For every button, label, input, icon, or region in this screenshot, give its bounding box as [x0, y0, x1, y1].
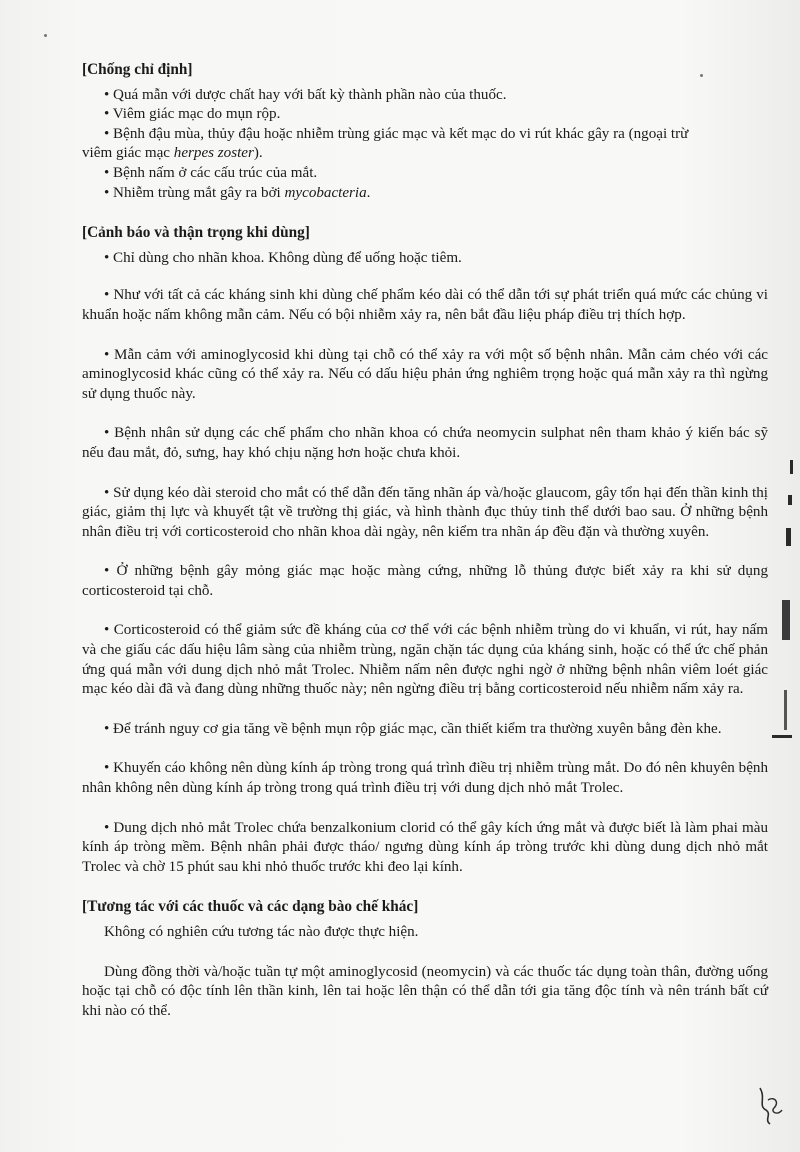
- warning-paragraph: • Bệnh nhân sử dụng các chế phẩm cho nhãn khoa có chứa neomycin sulphat nên tham khảo ý kiến bác sỹ nếu đau mắt, đỏ, sưng, hay khó chịu nặng hơn hoặc chưa khỏi.: [82, 425, 768, 461]
- contraindication-item: • Bệnh đậu mùa, thủy đậu hoặc nhiễm trùng giác mạc và kết mạc do vi rút khác gây ra (ngoại trừ: [104, 125, 689, 142]
- contraindications-heading: [Chống chỉ định]: [82, 61, 193, 78]
- warning-paragraph: • Khuyến cáo không nên dùng kính áp tròng trong quá trình điều trị nhiễm trùng mắt. Do đó nên khuyên bệnh nhân không nên dùng kính áp tròng trong quá trình điều trị với dung dịch nhỏ mắt Trolec.: [82, 760, 768, 797]
- scan-edge-mark: [784, 690, 787, 730]
- warning-paragraph: • Ở những bệnh gây mỏng giác mạc hoặc màng cứng, những lỗ thủng được biết xảy ra khi sử dụng corticosteroid tại chỗ.: [82, 563, 768, 599]
- warning-paragraph: • Như với tất cả các kháng sinh khi dùng chế phẩm kéo dài có thể dẫn tới sự phát triển quá mức các chủng vi khuẩn hoặc nấm không mẫn cảm. Nếu có bội nhiễm xảy ra, nên bắt đầu liệu pháp điều trị thích hợp.: [82, 287, 768, 323]
- scan-edge-mark: [790, 460, 793, 474]
- scan-edge-mark: [788, 495, 792, 505]
- scan-edge-mark: [782, 600, 790, 640]
- warning-paragraph: • Chỉ dùng cho nhãn khoa. Không dùng để uống hoặc tiêm.: [104, 249, 462, 266]
- contraindication-item-continuation: viêm giác mạc herpes zoster).: [82, 145, 263, 162]
- contraindication-item: • Viêm giác mạc do mụn rộp.: [104, 106, 281, 123]
- contraindication-item: • Nhiễm trùng mắt gây ra bởi mycobacteria.: [104, 184, 371, 201]
- interactions-heading: [Tương tác với các thuốc và các dạng bào chế khác]: [82, 898, 419, 916]
- scan-speck: [700, 74, 703, 77]
- warning-paragraph: • Để tránh nguy cơ gia tăng về bệnh mụn rộp giác mạc, cần thiết kiểm tra thường xuyên bằng đèn khe.: [104, 720, 722, 737]
- scan-edge-mark: [772, 735, 792, 738]
- contraindication-item: • Bệnh nấm ở các cấu trúc của mắt.: [104, 164, 318, 181]
- warning-paragraph: • Mẫn cảm với aminoglycosid khi dùng tại chỗ có thể xảy ra với một số bệnh nhân. Mẫn cảm chéo với các aminoglycosid khác cũng có thể xảy ra. Nếu có dấu hiệu phản ứng nghiêm trọng hoặc quá mẫn xảy ra thì ngừng sử dụng thuốc này.: [82, 346, 768, 402]
- warning-paragraph: • Sử dụng kéo dài steroid cho mắt có thể dẫn đến tăng nhãn áp và/hoặc glaucom, gây tổn hại đến thần kinh thị giác, giảm thị lực và khuyết tật về trường thị giác, và hình thành đục thủy tinh thể dưới bao sau. Ở những bệnh nhân điều trị với corticosteroid cho nhãn khoa dài ngày, nên kiểm tra nhãn áp đều đặn và thường xuyên.: [82, 484, 768, 540]
- interaction-paragraph: Không có nghiên cứu tương tác nào được thực hiện.: [104, 924, 419, 940]
- handwritten-initials-icon: [752, 1080, 792, 1130]
- document-body: [82, 60, 768, 1021]
- contraindication-item: • Quá mẫn với dược chất hay với bất kỳ thành phần nào của thuốc.: [104, 86, 507, 103]
- warnings-heading: [Cảnh báo và thận trọng khi dùng]: [82, 224, 310, 242]
- warning-paragraph: • Corticosteroid có thể giảm sức đề kháng của cơ thể với các bệnh nhiễm trùng do vi khuẩn, vi rút, hay nấm và che giấu các dấu hiệu lâm sàng của nhiễm trùng, ngăn chặn tác dụng của kháng sinh, hoặc có thể ức chế phản ứng quá mẫn với dung dịch nhỏ mắt Trolec. Nhiễm nấm nên được nghi ngờ ở những bệnh nhân viêm loét giác mạc kéo dài đã và đang dùng những thuốc này; nên ngừng điều trị bằng corticosteroid nếu nhiễm nấm xảy ra.: [82, 622, 768, 698]
- scan-speck: [44, 34, 47, 37]
- scan-edge-mark: [786, 528, 791, 546]
- interaction-paragraph: Dùng đồng thời và/hoặc tuần tự một aminoglycosid (neomycin) và các thuốc tác dụng toàn thân, đường uống hoặc tại chỗ có độc tính lên thần kinh, lên tai hoặc lên thận có thể dẫn tới gia tăng độc tính và nên tránh bất cứ khi nào có thể.: [82, 963, 768, 1019]
- warning-paragraph: • Dung dịch nhỏ mắt Trolec chứa benzalkonium clorid có thể gây kích ứng mắt và được biết là làm phai màu kính áp tròng mềm. Bệnh nhân phải được tháo/ ngưng dùng kính áp tròng trước khi dùng dung dịch nhỏ mắt Trolec và chờ 15 phút sau khi nhỏ thuốc trước khi đeo lại kính.: [82, 819, 768, 875]
